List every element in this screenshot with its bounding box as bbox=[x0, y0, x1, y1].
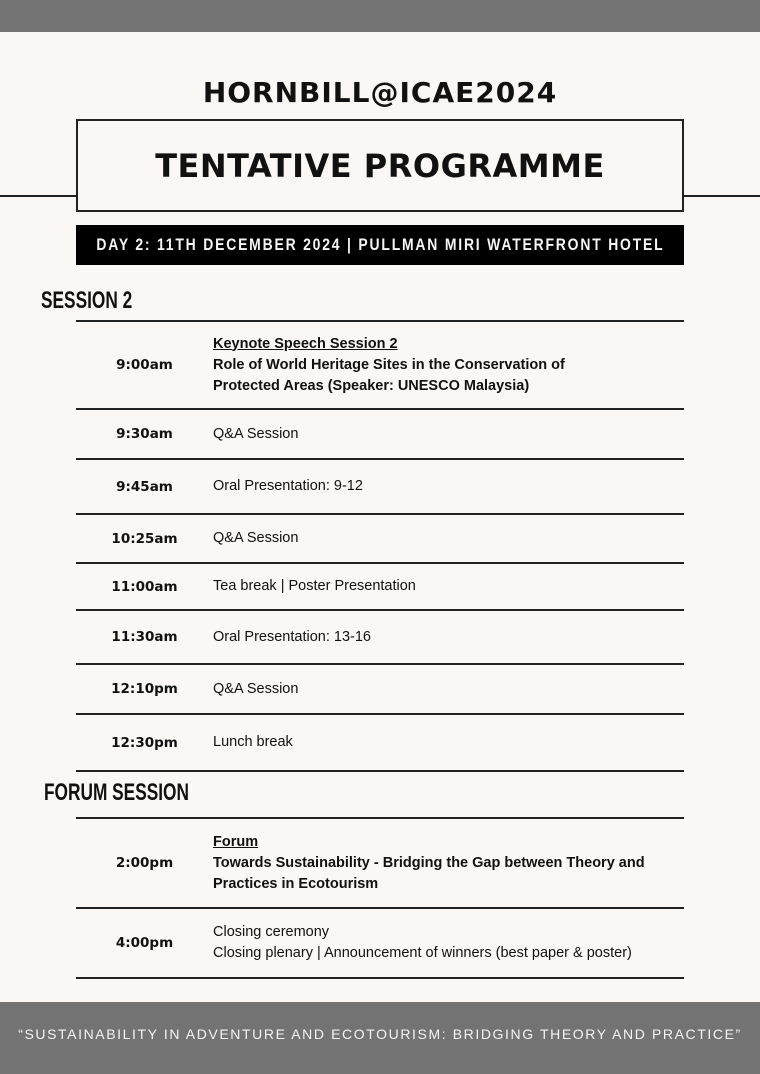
row-line: Role of World Heritage Sites in the Conservation of bbox=[213, 356, 565, 373]
row-text: Q&A Session bbox=[213, 425, 299, 442]
footer-banner bbox=[0, 1002, 760, 1074]
row-time: 10:25am bbox=[111, 530, 178, 547]
row-divider bbox=[76, 977, 684, 979]
programme-title: TENTATIVE PROGRAMME bbox=[155, 146, 605, 185]
row-time: 12:10pm bbox=[111, 681, 178, 697]
event-title: HORNBILL@ICAE2024 bbox=[202, 76, 558, 109]
row-text: Oral Presentation: 13-16 bbox=[213, 628, 371, 645]
row-title: Forum bbox=[213, 833, 259, 850]
schedule-row bbox=[76, 611, 684, 663]
row-text: Tea break | Poster Presentation bbox=[213, 578, 416, 594]
row-title: Keynote Speech Session 2 bbox=[213, 335, 398, 352]
row-line: Protected Areas (Speaker: UNESCO Malaysia) bbox=[213, 377, 530, 394]
schedule-row bbox=[76, 909, 684, 977]
schedule-row bbox=[76, 460, 684, 513]
row-time: 9:30am bbox=[116, 426, 173, 442]
row-time: 9:45am bbox=[116, 478, 173, 495]
day-info-text: DAY 2: 11TH DECEMBER 2024 | PULLMAN MIRI WATERFRONT HOTEL bbox=[95, 235, 665, 254]
row-divider bbox=[76, 770, 684, 772]
schedule-row bbox=[76, 715, 684, 770]
schedule-row bbox=[76, 819, 684, 907]
schedule-row bbox=[76, 564, 684, 609]
programme-title-box bbox=[76, 119, 684, 212]
schedule-row bbox=[76, 515, 684, 562]
forum-session-heading: FORUM SESSION bbox=[44, 779, 189, 806]
row-text: Lunch break bbox=[213, 734, 293, 750]
row-line: Closing ceremony bbox=[213, 924, 330, 940]
row-time: 11:00am bbox=[111, 578, 178, 595]
row-line: Closing plenary | Announcement of winners (best paper & poster) bbox=[213, 945, 632, 961]
row-time: 12:30pm bbox=[111, 734, 178, 751]
row-time: 2:00pm bbox=[115, 855, 174, 871]
row-time: 4:00pm bbox=[115, 935, 174, 951]
row-time: 11:30am bbox=[111, 629, 178, 645]
session-2-heading: SESSION 2 bbox=[41, 287, 133, 314]
row-line: Towards Sustainability - Bridging the Gap between Theory and bbox=[213, 854, 645, 871]
row-description bbox=[213, 832, 684, 895]
row-line: Practices in Ecotourism bbox=[213, 875, 379, 892]
schedule-row bbox=[76, 665, 684, 713]
row-description bbox=[213, 334, 684, 397]
footer-tagline: “SUSTAINABILITY IN ADVENTURE AND ECOTOURISM: BRIDGING THEORY AND PRACTICE” bbox=[18, 1026, 742, 1042]
row-time: 9:00am bbox=[116, 357, 173, 373]
schedule-row bbox=[76, 410, 684, 458]
row-text: Q&A Session bbox=[213, 680, 299, 697]
schedule-row bbox=[76, 322, 684, 408]
top-bar bbox=[0, 0, 760, 32]
day-info-banner bbox=[76, 225, 684, 265]
row-description bbox=[213, 922, 684, 964]
row-text: Oral Presentation: 9-12 bbox=[213, 478, 363, 494]
row-text: Q&A Session bbox=[213, 530, 299, 546]
